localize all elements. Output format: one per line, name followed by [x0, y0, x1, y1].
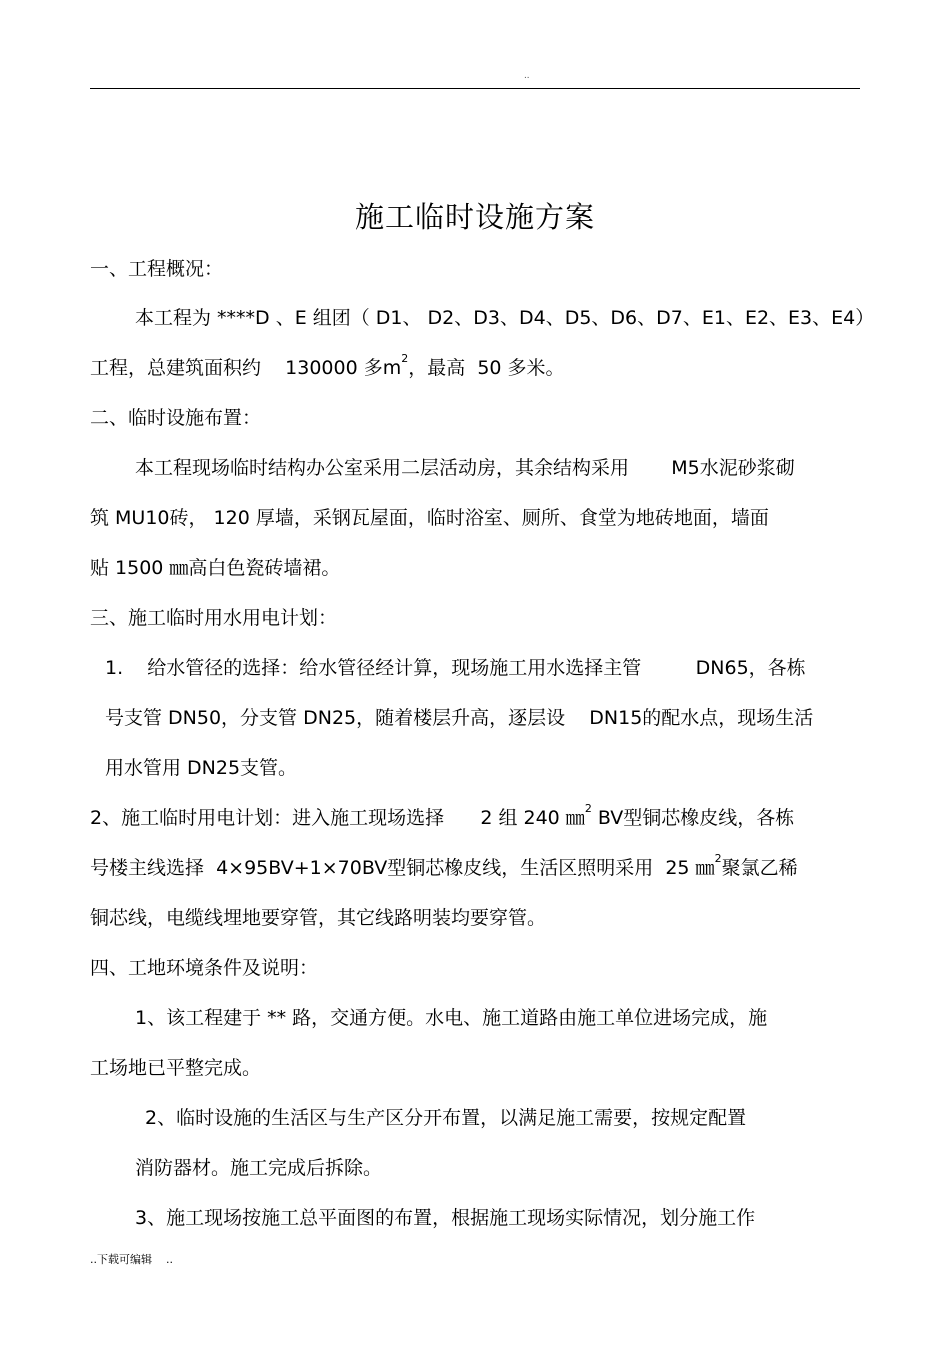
paragraph-line — [90, 802, 795, 834]
text-run: 工程，总建筑面积约 130000 多 — [90, 357, 383, 379]
paragraph-line — [90, 852, 798, 884]
paragraph-line: 号支管 DN50，分支管 DN25，随着楼层升高，逐层设 DN15的配水点，现场生活 — [105, 707, 814, 729]
footer-mark: ..下载可编辑 .. — [90, 1253, 173, 1266]
section-heading-overview: 一、工程概况： — [90, 258, 224, 280]
paragraph-line: 1. 给水管径的选择：给水管径经计算，现场施工用水选择主管 DN65，各栋 — [105, 657, 806, 679]
superscript: 2 — [401, 352, 409, 365]
section-heading-site-conditions: 四、工地环境条件及说明： — [90, 957, 319, 979]
superscript: 2 — [584, 802, 592, 815]
document-title: 施工临时设施方案 — [354, 200, 595, 234]
text-run: ，最高 50 多米。 — [408, 357, 565, 379]
text-run: BV型铜芯橡皮线，各栋 — [591, 807, 795, 829]
paragraph-line: 本工程为 ****D 、E 组团（ D1、 D2、D3、D4、D5、D6、D7、E1、E2、E3、E4） — [135, 307, 875, 329]
paragraph-line: 铜芯线，电缆线埋地要穿管，其它线路明装均要穿管。 — [90, 907, 547, 929]
paragraph-line — [90, 352, 565, 384]
paragraph-line: 筑 MU10砖， 120 厚墙，采钢瓦屋面，临时浴室、厕所、食堂为地砖地面，墙面 — [90, 507, 769, 529]
paragraph-line: 2、临时设施的生活区与生产区分开布置，以满足施工需要，按规定配置 — [145, 1107, 747, 1129]
paragraph-line: 1、该工程建于 ** 路，交通方便。水电、施工道路由施工单位进场完成，施 — [135, 1007, 768, 1029]
text-run: 2、施工临时用电计划：进入施工现场选择 2 组 240 ㎜ — [90, 807, 585, 829]
text-run: 号楼主线选择 4×95BV+1×70BV型铜芯橡皮线，生活区照明采用 25 ㎜ — [90, 857, 715, 879]
paragraph-line: 工场地已平整完成。 — [90, 1057, 262, 1079]
paragraph-line: 消防器材。施工完成后拆除。 — [135, 1157, 383, 1179]
paragraph-line: 贴 1500 ㎜高白色瓷砖墙裙。 — [90, 557, 341, 579]
text-run: 聚氯乙稀 — [721, 857, 798, 879]
paragraph-line: 3、施工现场按施工总平面图的布置，根据施工现场实际情况，划分施工作 — [135, 1207, 756, 1229]
header-rule — [90, 88, 860, 89]
paragraph-line: 用水管用 DN25支管。 — [105, 757, 298, 779]
header-mark: .. — [524, 70, 530, 81]
unit-text: m — [382, 357, 402, 379]
section-heading-water-power: 三、施工临时用水用电计划： — [90, 607, 338, 629]
section-heading-facilities: 二、临时设施布置： — [90, 407, 262, 429]
superscript: 2 — [714, 852, 722, 865]
paragraph-line: 本工程现场临时结构办公室采用二层活动房，其余结构采用 M5水泥砂浆砌 — [135, 457, 795, 479]
